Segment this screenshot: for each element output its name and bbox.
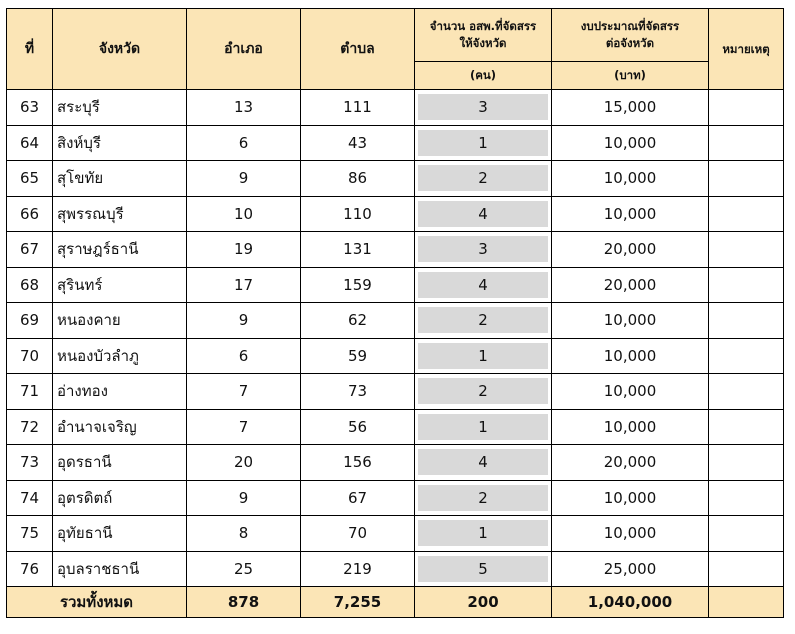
cell-subdistrict: 86 — [301, 161, 415, 197]
cell-subdistrict: 156 — [301, 445, 415, 481]
allocated-value: 3 — [418, 236, 548, 262]
header-no: ที่ — [7, 9, 53, 90]
header-allocated-unit: (คน) — [415, 62, 552, 90]
cell-subdistrict: 67 — [301, 480, 415, 516]
table-row — [7, 125, 784, 161]
cell-province: อุดรธานี — [53, 445, 187, 481]
header-budget-line2: ต่อจังหวัด — [605, 36, 655, 50]
cell-allocated — [415, 196, 552, 232]
cell-district: 9 — [187, 303, 301, 339]
cell-remark — [709, 267, 784, 303]
allocated-value: 2 — [418, 485, 548, 511]
cell-subdistrict: 219 — [301, 551, 415, 587]
cell-district: 20 — [187, 445, 301, 481]
cell-no: 66 — [7, 196, 53, 232]
cell-subdistrict: 59 — [301, 338, 415, 374]
cell-remark — [709, 409, 784, 445]
table-row — [7, 267, 784, 303]
cell-no: 74 — [7, 480, 53, 516]
cell-province: อุบลราชธานี — [53, 551, 187, 587]
table-row — [7, 516, 784, 552]
cell-district: 9 — [187, 161, 301, 197]
cell-no: 71 — [7, 374, 53, 410]
allocated-value: 2 — [418, 165, 548, 191]
total-allocated: 200 — [415, 587, 552, 618]
cell-district: 9 — [187, 480, 301, 516]
header-budget-line1: งบประมาณที่จัดสรร — [580, 19, 680, 33]
cell-allocated — [415, 161, 552, 197]
header-remark: หมายเหตุ — [709, 9, 784, 90]
cell-remark — [709, 374, 784, 410]
allocated-value: 4 — [418, 449, 548, 475]
cell-province: สุราษฎร์ธานี — [53, 232, 187, 268]
cell-no: 63 — [7, 90, 53, 126]
cell-province: อุตรดิตถ์ — [53, 480, 187, 516]
cell-no: 72 — [7, 409, 53, 445]
allocation-table-container — [6, 8, 784, 618]
cell-allocated — [415, 338, 552, 374]
cell-district: 8 — [187, 516, 301, 552]
header-allocated-line1: จำนวน อสพ.ที่จัดสรร — [429, 19, 537, 33]
cell-district: 7 — [187, 374, 301, 410]
header-budget-unit: (บาท) — [552, 62, 709, 90]
cell-allocated — [415, 551, 552, 587]
cell-no: 70 — [7, 338, 53, 374]
total-district: 878 — [187, 587, 301, 618]
cell-remark — [709, 196, 784, 232]
cell-budget: 20,000 — [552, 267, 709, 303]
cell-province: หนองคาย — [53, 303, 187, 339]
table-row — [7, 90, 784, 126]
table-row — [7, 409, 784, 445]
cell-remark — [709, 338, 784, 374]
cell-no: 76 — [7, 551, 53, 587]
cell-budget: 10,000 — [552, 196, 709, 232]
header-subdistrict: ตำบล — [301, 9, 415, 90]
cell-subdistrict: 111 — [301, 90, 415, 126]
total-subdistrict: 7,255 — [301, 587, 415, 618]
allocated-value: 1 — [418, 414, 548, 440]
total-budget: 1,040,000 — [552, 587, 709, 618]
cell-budget: 10,000 — [552, 516, 709, 552]
cell-budget: 10,000 — [552, 480, 709, 516]
cell-district: 19 — [187, 232, 301, 268]
cell-allocated — [415, 445, 552, 481]
cell-subdistrict: 131 — [301, 232, 415, 268]
cell-province: สระบุรี — [53, 90, 187, 126]
cell-no: 75 — [7, 516, 53, 552]
cell-remark — [709, 161, 784, 197]
cell-allocated — [415, 409, 552, 445]
cell-province: หนองบัวลำภู — [53, 338, 187, 374]
header-allocated — [415, 9, 552, 62]
total-label: รวมทั้งหมด — [7, 587, 187, 618]
table-row — [7, 161, 784, 197]
cell-budget: 20,000 — [552, 232, 709, 268]
cell-budget: 20,000 — [552, 445, 709, 481]
allocated-value: 1 — [418, 130, 548, 156]
table-row — [7, 338, 784, 374]
allocated-value: 4 — [418, 272, 548, 298]
cell-district: 6 — [187, 125, 301, 161]
table-row — [7, 551, 784, 587]
table-row — [7, 374, 784, 410]
cell-no: 73 — [7, 445, 53, 481]
cell-subdistrict: 43 — [301, 125, 415, 161]
header-allocated-line2: ให้จังหวัด — [459, 36, 507, 50]
header-district: อำเภอ — [187, 9, 301, 90]
cell-budget: 15,000 — [552, 90, 709, 126]
cell-budget: 10,000 — [552, 125, 709, 161]
cell-district: 6 — [187, 338, 301, 374]
cell-allocated — [415, 374, 552, 410]
header-budget — [552, 9, 709, 62]
cell-no: 68 — [7, 267, 53, 303]
allocated-value: 4 — [418, 201, 548, 227]
cell-subdistrict: 159 — [301, 267, 415, 303]
table-row — [7, 480, 784, 516]
cell-allocated — [415, 303, 552, 339]
cell-province: สุโขทัย — [53, 161, 187, 197]
table-row — [7, 303, 784, 339]
cell-remark — [709, 125, 784, 161]
cell-allocated — [415, 125, 552, 161]
cell-remark — [709, 516, 784, 552]
cell-remark — [709, 232, 784, 268]
table-row — [7, 445, 784, 481]
cell-allocated — [415, 480, 552, 516]
cell-subdistrict: 73 — [301, 374, 415, 410]
cell-allocated — [415, 516, 552, 552]
cell-no: 67 — [7, 232, 53, 268]
allocated-value: 2 — [418, 378, 548, 404]
table-header — [7, 9, 784, 90]
cell-district: 17 — [187, 267, 301, 303]
cell-remark — [709, 303, 784, 339]
allocated-value: 1 — [418, 520, 548, 546]
allocated-value: 1 — [418, 343, 548, 369]
cell-district: 7 — [187, 409, 301, 445]
cell-budget: 25,000 — [552, 551, 709, 587]
cell-remark — [709, 90, 784, 126]
cell-budget: 10,000 — [552, 161, 709, 197]
cell-province: อ่างทอง — [53, 374, 187, 410]
total-remark — [709, 587, 784, 618]
cell-province: สิงห์บุรี — [53, 125, 187, 161]
cell-no: 65 — [7, 161, 53, 197]
cell-no: 69 — [7, 303, 53, 339]
header-province: จังหวัด — [53, 9, 187, 90]
cell-district: 10 — [187, 196, 301, 232]
cell-province: สุรินทร์ — [53, 267, 187, 303]
cell-budget: 10,000 — [552, 338, 709, 374]
table-row — [7, 232, 784, 268]
cell-district: 13 — [187, 90, 301, 126]
cell-district: 25 — [187, 551, 301, 587]
cell-no: 64 — [7, 125, 53, 161]
cell-province: อำนาจเจริญ — [53, 409, 187, 445]
cell-province: อุทัยธานี — [53, 516, 187, 552]
cell-subdistrict: 110 — [301, 196, 415, 232]
cell-subdistrict: 56 — [301, 409, 415, 445]
cell-subdistrict: 62 — [301, 303, 415, 339]
cell-allocated — [415, 267, 552, 303]
cell-remark — [709, 480, 784, 516]
total-row — [7, 587, 784, 618]
allocated-value: 5 — [418, 556, 548, 582]
cell-subdistrict: 70 — [301, 516, 415, 552]
table-row — [7, 196, 784, 232]
table-footer — [7, 587, 784, 618]
cell-remark — [709, 445, 784, 481]
cell-budget: 10,000 — [552, 409, 709, 445]
cell-allocated — [415, 90, 552, 126]
cell-budget: 10,000 — [552, 303, 709, 339]
allocated-value: 3 — [418, 94, 548, 120]
allocation-table — [6, 8, 784, 618]
allocated-value: 2 — [418, 307, 548, 333]
cell-budget: 10,000 — [552, 374, 709, 410]
table-body — [7, 90, 784, 587]
cell-remark — [709, 551, 784, 587]
cell-province: สุพรรณบุรี — [53, 196, 187, 232]
cell-allocated — [415, 232, 552, 268]
